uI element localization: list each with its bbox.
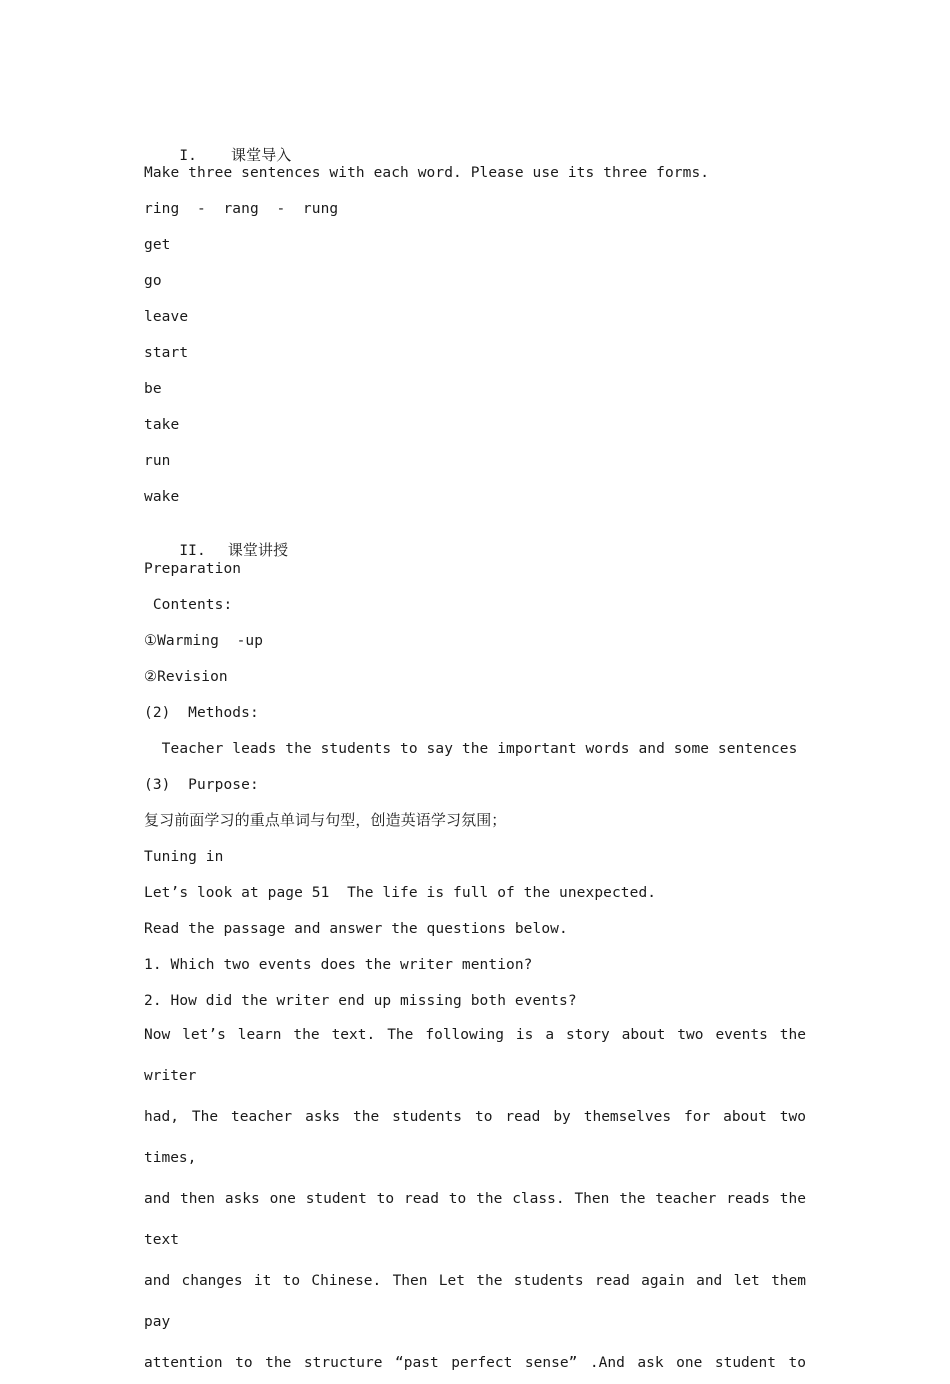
purpose-label: (3) Purpose: [144, 777, 259, 793]
contents-item: ①Warming -up [144, 633, 264, 649]
contents-item: ②Revision [144, 669, 228, 685]
word-line: wake [144, 489, 180, 505]
section-numeral: I. [179, 148, 197, 164]
section-title: 课堂讲授 [227, 541, 289, 559]
word-line: be [144, 381, 162, 397]
word-line: take [144, 417, 180, 433]
word-line: start [144, 345, 189, 361]
instruction-text: Make three sentences with each word. Please use its three forms. [144, 165, 710, 181]
lesson-paragraph [144, 1015, 806, 1384]
question-item: 1. Which two events does the writer mention? [144, 957, 533, 973]
word-line: go [144, 273, 162, 289]
paragraph-line: and changes it to Chinese. Then Let the students read again and let them pay [144, 1273, 806, 1330]
word-line: get [144, 237, 171, 253]
methods-label: (2) Methods: [144, 705, 259, 721]
contents-label: Contents: [144, 597, 233, 613]
word-line: leave [144, 309, 189, 325]
preparation-label: Preparation [144, 561, 242, 577]
page-reference: Let’s look at page 51 The life is full of the unexpected. [144, 885, 657, 901]
paragraph-line: had, The teacher asks the students to read by themselves for about two times, [144, 1109, 806, 1166]
word-line: run [144, 453, 171, 469]
paragraph-line: Now let’s learn the text. The following is a story about two events the writer [144, 1027, 806, 1084]
section-numeral: II. [179, 543, 206, 559]
question-item: 2. How did the writer end up missing both events? [144, 993, 577, 1009]
read-instruction: Read the passage and answer the questions below. [144, 921, 568, 937]
tuning-in-label: Tuning in [144, 849, 224, 865]
word-line: ring - rang - rung [144, 201, 339, 217]
purpose-text: 复习前面学习的重点单词与句型，创造英语学习氛围； [144, 811, 507, 829]
methods-text: Teacher leads the students to say the important words and some sentences [144, 741, 798, 757]
paragraph-line: and then asks one student to read to the class. Then the teacher reads the text [144, 1191, 806, 1248]
paragraph-line: attention to the structure “past perfect sense” .And ask one student to [144, 1355, 806, 1371]
section-title: 课堂导入 [231, 146, 292, 164]
